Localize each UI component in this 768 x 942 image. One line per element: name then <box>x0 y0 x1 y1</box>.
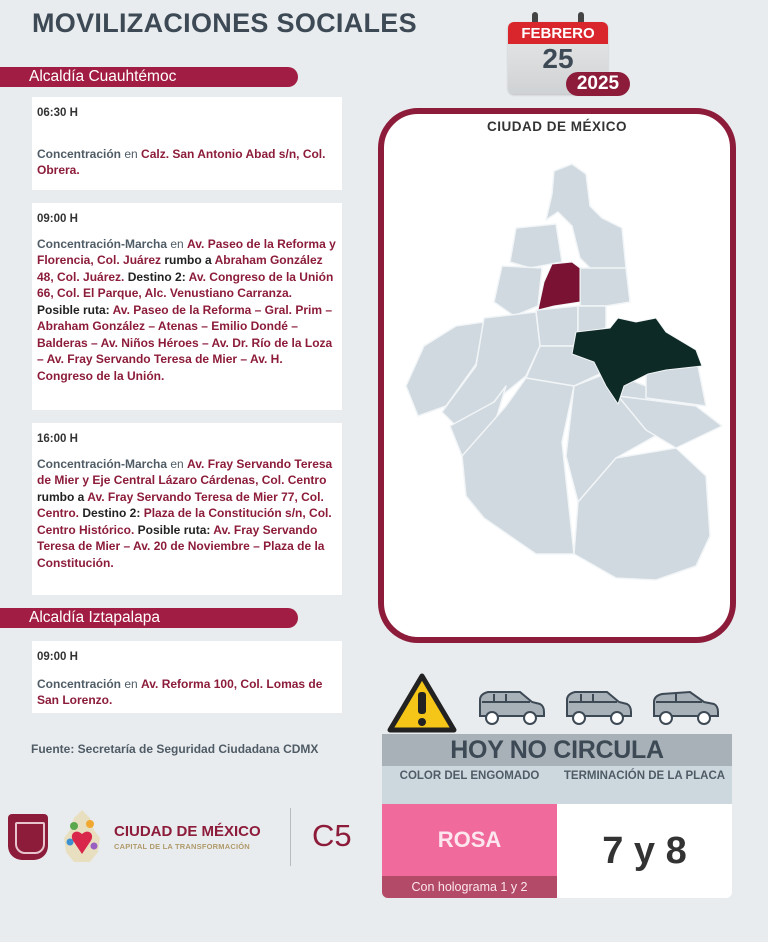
text-place: Av. Congreso de la Unión 66, Col. El Parque, Alc. Venustiano Carranza. <box>37 269 334 300</box>
text-key: rumbo a <box>37 489 88 504</box>
calendar-month: FEBRERO <box>508 22 608 44</box>
event-time: 16:00 H <box>37 433 78 445</box>
text-place: Plaza de la Constitución s/n, Col. Centro Histórico. <box>37 506 332 537</box>
map-title: CIUDAD DE MÉXICO <box>486 119 627 134</box>
hoy-no-circula-title: HOY NO CIRCULA <box>382 734 732 766</box>
text-conn: en <box>167 236 188 251</box>
text-key: Destino 2: <box>79 506 144 520</box>
hoy-no-circula-columns <box>382 766 732 804</box>
section-header-iztapalapa: Alcaldía Iztapalapa <box>0 608 298 628</box>
event-time: 09:00 H <box>37 213 78 225</box>
text-type: Concentración <box>37 146 122 161</box>
sticker-color-value: ROSA <box>382 804 557 876</box>
hologram-note: Con holograma 1 y 2 <box>382 876 557 898</box>
event-description <box>37 676 337 709</box>
cdmx-shield-logo <box>8 814 48 860</box>
c5-logo: C5 <box>312 818 352 853</box>
car-icon <box>563 686 633 726</box>
text-type: Concentración-Marcha <box>37 236 168 251</box>
text-conn: en <box>121 676 142 691</box>
car-icon <box>650 686 720 726</box>
text-place: Av. Fray Servando Teresa de Mier y Eje Central Lázaro Cárdenas, Col. Centro <box>37 456 333 487</box>
text-place: Av. Reforma 100, Col. Lomas de San Lorenzo. <box>37 676 323 707</box>
plate-ending-value: 7 y 8 <box>557 804 732 898</box>
source-credit: Fuente: Secretaría de Seguridad Ciudadana CDMX <box>31 742 319 756</box>
text-place: Av. Paseo de la Reforma y Florencia, Col. Juárez <box>37 236 336 267</box>
map-region-venustiano-carranza <box>580 268 630 306</box>
plate-column-label: TERMINACIÓN DE LA PLACA <box>563 770 726 782</box>
calendar-day: 25 <box>542 43 574 74</box>
text-key: Destino 2: <box>124 269 189 284</box>
event-card <box>32 641 342 713</box>
event-card <box>32 423 342 595</box>
text-place: Abraham González 48, Col. Juárez. <box>37 253 323 284</box>
text-conn: en <box>167 456 188 471</box>
logo-subtitle: CAPITAL DE LA TRANSFORMACIÓN <box>114 842 250 851</box>
warning-icon <box>386 672 458 736</box>
event-time: 09:00 H <box>37 651 78 663</box>
map-region-benito-juarez <box>536 306 578 346</box>
event-description <box>37 456 337 572</box>
cdmx-heart-logo <box>60 808 104 864</box>
map-region-azcapotzalco <box>510 224 562 268</box>
event-time: 06:30 H <box>37 107 78 119</box>
text-place: Av. Paseo de la Reforma – Gral. Prim – Abraham González – Atenas – Emilio Dondé – Balderas – Av. Niños Héroes – Av. Dr. Río de la Loza – Av. Fray Servando Teresa de Mier – Av. H. Congreso de la Unión. <box>37 302 333 383</box>
color-column-label: COLOR DEL ENGOMADO <box>399 770 540 782</box>
section-header-cuauhtemoc: Alcaldía Cuauhtémoc <box>0 67 298 87</box>
text-conn: en <box>121 146 142 161</box>
text-type: Concentración <box>37 676 122 691</box>
map-panel <box>378 108 736 643</box>
calendar-year: 2025 <box>566 72 630 96</box>
text-key: Posible ruta: <box>134 522 214 537</box>
map-region-cuauhtemoc-highlight <box>538 262 580 310</box>
logo-title: CIUDAD DE MÉXICO <box>114 823 261 840</box>
text-key: rumbo a <box>161 253 215 267</box>
date-calendar <box>508 12 630 94</box>
page-title: MOVILIZACIONES SOCIALES <box>32 8 417 38</box>
text-place: Av. Fray Servando Teresa de Mier – Av. 20 de Noviembre – Plaza de la Constitución. <box>37 522 325 570</box>
text-place: Av. Fray Servando Teresa de Mier 77, Col. Centro. <box>37 489 324 520</box>
event-card <box>32 97 342 190</box>
logo-divider <box>290 808 291 866</box>
map-region-miguel-hidalgo <box>494 266 542 316</box>
text-place: Calz. San Antonio Abad s/n, Col. Obrera. <box>37 146 326 177</box>
text-type: Concentración-Marcha <box>37 456 168 471</box>
event-description <box>37 146 337 179</box>
text-key: Posible ruta: <box>37 302 113 317</box>
event-card <box>32 203 342 410</box>
event-description <box>37 236 337 385</box>
cdmx-map <box>384 114 730 637</box>
car-icon <box>476 686 546 726</box>
